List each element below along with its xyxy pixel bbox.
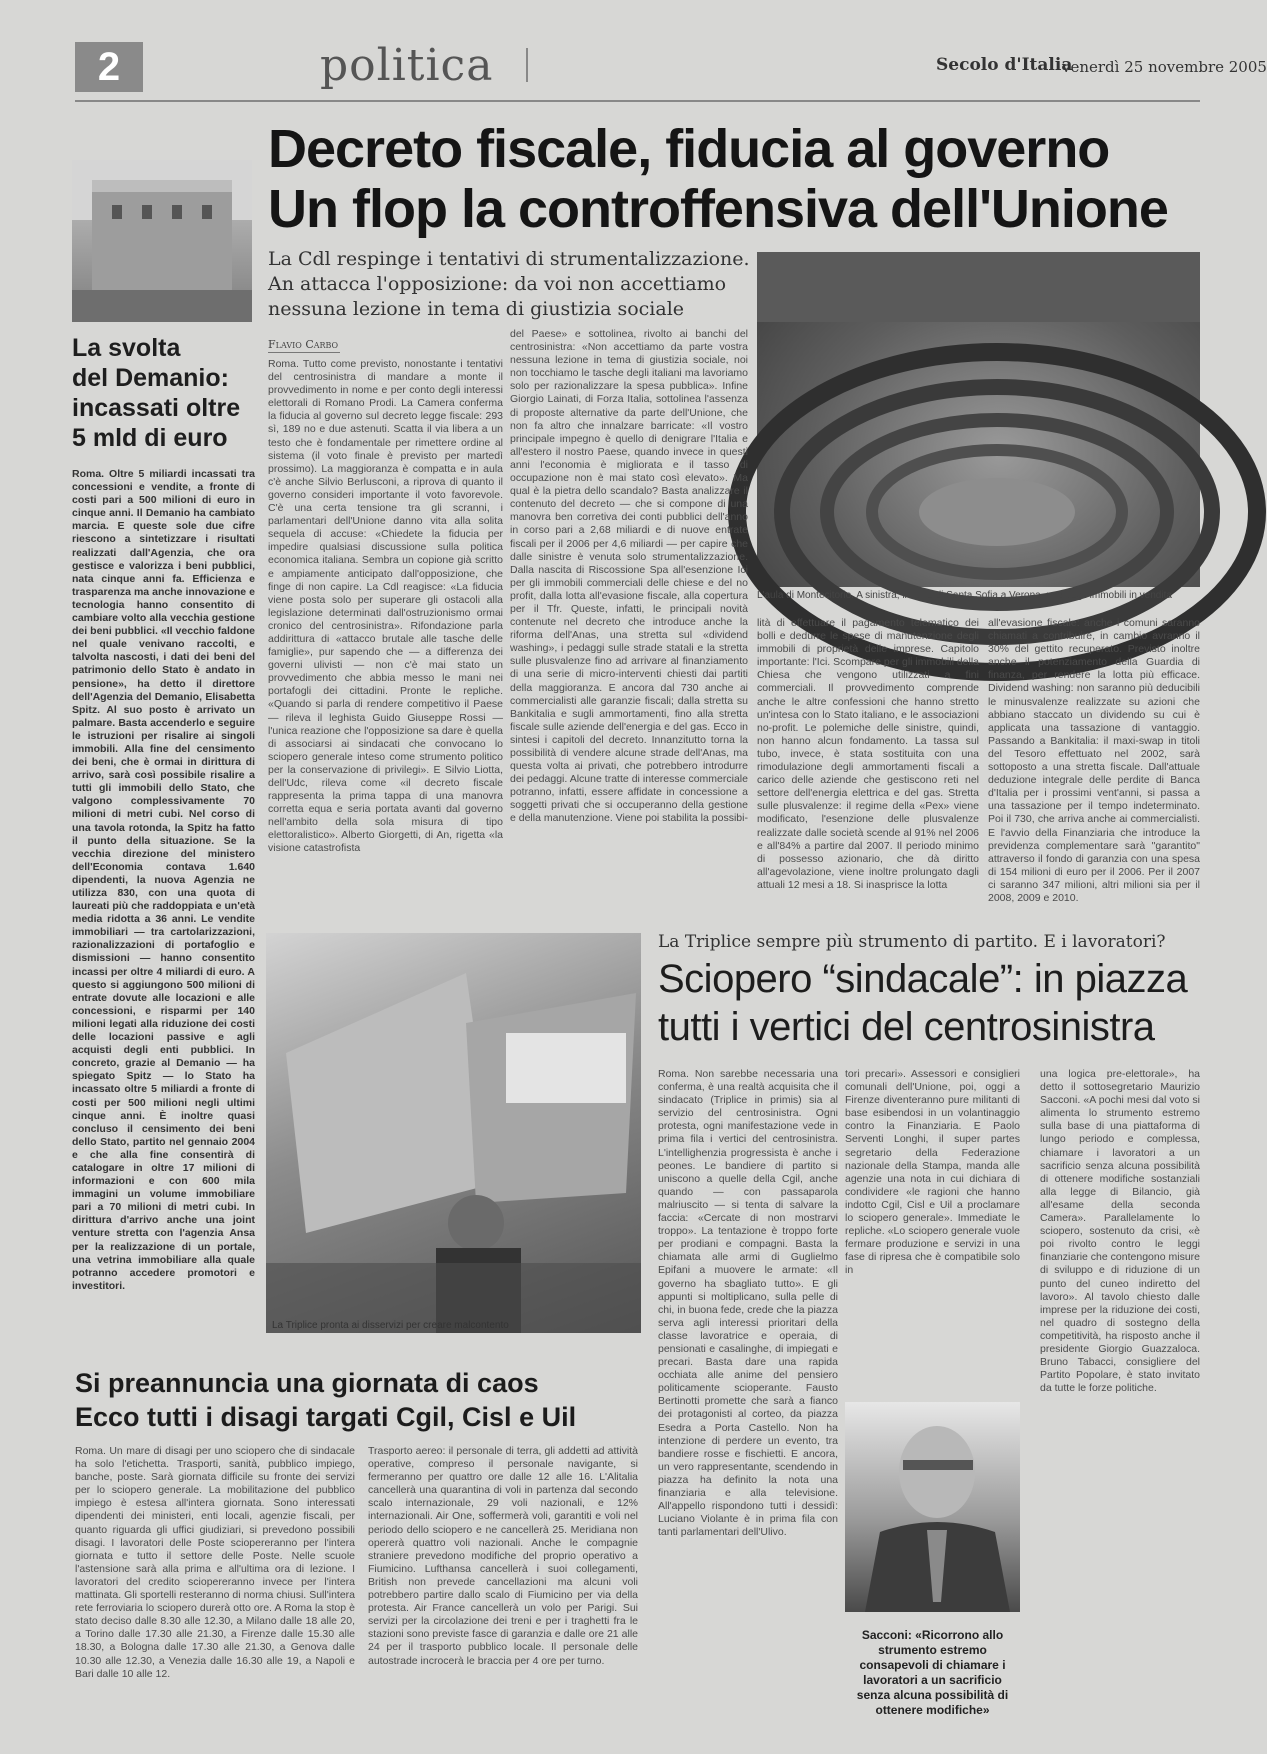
demanio-headline-line2: del Demanio:	[72, 364, 229, 392]
demanio-headline-line1: La svolta	[72, 334, 181, 362]
lead-subhead-line1: La Cdl respinge i tentativi di strumentalizzazione.	[268, 248, 750, 270]
caos-column-1: Roma. Un mare di disagi per uno sciopero che di sindacale ha solo l'etichetta. Trasporti, sanità, pubblico impiego, banche, poste. Sarà giornata difficile su fronte dei servizi per lo sciopero generale. La mobilitazione del pubblico impiego è estesa all'intera giornata. Sono interessati dipendenti dei ministeri, enti locali, agenzie fiscali, per quanto riguarda gli uffici giudiziari, si prevedono possibili disagi. I lavoratori delle Poste sciopereranno per l'intera giornata e tutto il settore delle Poste. Nelle scuole l'astensione sarà alla prima e all'ultima ora di lezione. I lavoratori del credito sciopereranno invece per l'intera mattinata. Gli sportelli resteranno di norma chiusi. Sull'intera rete ferroviaria lo sciopero durerà otto ore. A Roma la stop è stato deciso dalle 8.30 alle 12.30, a Milano dalle 18 alle 20, a Torino dalle 17.30 alle 21.30, a Firenze dalle 15.30 alle 18.30, a Bologna dalle 17.30 alle 21.30, a Genova dalle 10.30 alle 12.30, a Venezia dalle 16.30 alle 19, a Napoli e Bari dalle 10 alle 12.	[75, 1445, 355, 1680]
fortress-photo	[72, 160, 252, 322]
demanio-headline	[72, 333, 262, 453]
lead-headline-line2: Un flop la controffensiva dell'Unione	[268, 179, 1168, 239]
sacconi-portrait	[845, 1402, 1020, 1612]
demanio-body: Roma. Oltre 5 miliardi incassati tra concessioni e vendite, a fronte di costi pari a 500 milioni di euro in cinque anni. Il Demanio ha cambiato marcia. E queste sole due cifre riescono a sintetizzare i risultati realizzati dall'Agenzia, che ora gestisce e valorizza i beni pubblici, nata cinque anni fa. Efficienza e trasparenza ma anche innovazione e tecnologia hanno consentito di cambiare volto alla vecchia gestione dei beni pubblici. «Il vecchio faldone nel quale venivano raccolti, e talvolta nascosti, i dati dei beni del patrimonio dello Stato è andato in pensione», ha detto il direttore dell'Agenzia del Demanio, Elisabetta Spitz. Al suo posto è arrivato un palmare. Basta accenderlo e seguire le istruzioni per risalire ai singoli immobili. Alla fine del censimento dei beni, che è ormai in dirittura di arrivo, sarà così possibile risalire a tutti gli immobili dello Stato, che valgono complessivamente 70 milioni di metri cubi. Nel corso di una tavola rotonda, la Spitz ha fatto il punto della situazione. Se la vecchia direzione del ministero dell'Economia contava 1.640 dipendenti, la nuova Agenzia ne utilizza 830, con una quota di laureati più che raddoppiata e un'età media ridotta a 36 anni. Le vendite immobiliari — tra cartolarizzazioni, razionalizzazioni di portafoglio e dismissioni — hanno consentito incassi per oltre 4 miliardi di euro. A questo si aggiungono 500 milioni di entrate dovute alle locazioni e alle concessioni, e risparmi per 140 milioni legati alla riduzione dei costi delle locazioni passive e agli acquisti degli enti pubblici. In concreto, grazie al Demanio — ha spiegato Spitz — lo Stato ha incassato oltre 5 miliardi a fronte di costi per 500 milioni negli ultimi cinque anni. È inoltre quasi concluso il censimento dei beni dello Stato, partito nel gennaio 2004 e che alla fine consentirà di catalogare in oltre 17 milioni di informazioni e con 600 mila immagini un volume immobiliare pari a 70 milioni di metri cubi. In dirittura d'arrivo anche una joint venture stretta con l'agenzia Ansa per la realizzazione di un portale, una vetrina immobiliare alla quale potranno accedere promotori e investitori.	[72, 468, 255, 1292]
chamber-illustration	[757, 252, 1200, 587]
protest-photo	[266, 933, 641, 1333]
section-title: politica	[320, 40, 494, 91]
lead-column-3: lità di effettuare il pagamento telematico dei bolli e dedurre le spese di manutenzione degli immobili di proprietà delle imprese. Capitolo importante: l'Ici. Scompare per gli immobili della Chiesa che vengono utilizzati a fini commerciali. Il provvedimento comprende anche le altre confessioni che hanno stretto un'intesa con lo Stato italiano, e le associazioni no-profit. Le polemiche delle sinistre, quindi, non hanno alcun fondamento. La tassa sul tubo, invece, è stata sostituita con una rimodulazione degli ammortamenti fiscali a carico delle aziende che gestiscono reti nel settore dell'energia elettrica e del gas. Stretta sulle plusvalenze: il regime della «Pex» viene modificato, l'esenzione delle plusvalenze realizzate dalle società scende al 91% nel 2006 e all'84% a partire dal 2007. Il periodo minimo di possesso azionario, che dà diritto all'agevolazione, viene inoltre prolungato dagli attuali 12 mesi a 18. Si inasprisce la lotta	[757, 617, 980, 891]
byline-rule	[268, 352, 340, 353]
lead-column-2: del Paese» e sottolinea, rivolto ai banchi del centrosinistra: «Non accettiamo da parte vostra nessuna lezione in tema di giustizia sociale, noi non tocchiamo le tasche degli italiani ma lavoriamo solo per razionalizzare la spesa pubblica». Infine Giorgio Lainati, di Forza Italia, sottolinea l'assenza di proposte alternative da parte dell'Unione, che non fa altro che innalzare barricate: «Il vostro principale impegno è quello di denigrare l'Italia e all'estero il nostro Paese, quando invece in questi anni l'economia è migliorata e il tasso di occupazione non è mai stato così elevato». Ma qual è la pietra dello scandalo? Basta analizzare il contenuto del decreto — che si compone di una manovra ben corretiva dei conti pubblici dell'anno in corso pari a 2,68 miliardi e di nuove entrate fiscali per il 2006 per 4,6 miliardi — per capire che dalle sinistre è venuta solo strumentalizzazione. Dalla nascita di Riscossione Spa all'esenzione Ici per gli immobili commerciali delle chiese e del no profit, dalla lotta all'evasione fiscale, alla copertura per il Tfr. Queste, infatti, le principali novità contenute nel decreto che introduce anche la riforma dell'Anas, una stretta sul «dividend washing», i pedaggi sulle strade statali e la stretta sulle plusvalenze fino ad arrivare al finanziamento di una serie di micro-interventi chiesti dai partiti della maggioranza. E ancora dal 730 anche ai commercialisti alle garanzie fiscali; dalla stretta su Bankitalia e sugli ammortamenti, fino alla stretta fiscale sulle aziende dell'energia e del gas. Ecco in sintesi i capitoli del decreto. Innanzitutto torna la possibilità di vendere alcune strade dell'Anas, ma questa volta ai privati, che potrebbero introdurre dei pedaggi. Alcune tratte di interesse commerciale potranno, infatti, essere affidate in concessione a soggetti privati che si occuperanno della gestione e della manutenzione. Viene poi stabilita la possibi-	[510, 328, 748, 825]
lead-byline: Flavio Carbo	[268, 338, 339, 351]
protest-illustration	[266, 933, 641, 1333]
sciopero-headline-line2: tutti i vertici del centrosinistra	[658, 1005, 1155, 1049]
issue-date: venerdì 25 novembre 2005	[1062, 58, 1267, 76]
sciopero-column-2: tori precari». Assessori e consiglieri comunali dell'Unione, poi, oggi a Firenze diventeranno pure militanti di base esibendosi in un volantinaggio contro la Finanziaria. E Paolo Serventi Longhi, il super partes segretario della Federazione nazionale della Stampa, manda alle agenzie una nota in cui dichiara di condividere «le ragioni che hanno indotto Cgil, Cisl e Uil a proclamare lo sciopero generale». Immediate le repliche. «Lo sciopero generale vuole fermare produzione e servizi in una fase di ripresa che è compatibile solo in	[845, 1068, 1020, 1277]
lead-column-4: all'evasione fiscale: anche i comuni saranno chiamati a contribuire, in cambio avranno il 30% del gettito recuperato. Previsto inoltre anche il potenziamento della Guardia di finanza, per rendere la lotta più efficace. Dividend washing: non saranno più deducibili le minusvalenze realizzate su azioni che abbiano staccato un dividendo su cui è applicata una tassazione di vantaggio. Passando a Bankitalia: il maxi-swap in titoli del Tesoro effettuato nel 2002, sarà sottoposto a una stretta fiscale. Dall'attuale deduzione integrale delle perdite di Banca d'Italia per i prossimi vent'anni, si passa a una tassazione per il tempo indeterminato. Poi il 730, che arriva anche ai commercialisti. E l'avvio della Finanziaria che introduce la previdenza complementare sarà "garantito" attraverso il fondo di garanzia con una spesa di 154 milioni di euro per il 2006. Per il 2007 ci saranno 347 milioni, altri milioni sia per il 2008, 2009 e 2010.	[988, 617, 1200, 904]
demanio-headline-line4: 5 mld di euro	[72, 424, 228, 452]
fortress-illustration	[72, 160, 252, 322]
caos-column-2: Trasporto aereo: il personale di terra, gli addetti ad attività operative, compreso il personale navigante, si fermeranno per quattro ore dalle 12 alle 16. L'Alitalia cancellerà una quarantina di voli in partenza dal secondo scalo internazionale, 29 voli nazionali, e 12% internazionali. Air One, soffermerà voli, garantiti e voli nel periodo dello sciopero e ne cancellerà 25. Meridiana non opererà quattro voli nazionali. Anche le compagnie straniere prevedono modifiche del proprio operativo a Fiumicino. Lufthansa cancellerà i suoi collegamenti, British non prevede cancellazioni ma alcuni voli potrebbero partire dallo scalo di Fiumicino per via della protesta. Air France cancellerà un volo per Parigi. Sui servizi per la circolazione dei treni e per i traghetti fra le stazioni sono previste fasce di garanzia e dalle ore 21 alle 24 per il trasporto pubblico locale. Il personale delle autostrade incrocerà le braccia per 4 ore per turno.	[368, 1445, 638, 1667]
lead-subhead-line3: nessuna lezione in tema di giustizia sociale	[268, 298, 685, 320]
page-number: 2	[75, 42, 143, 92]
portrait-illustration	[845, 1402, 1020, 1612]
lead-headline-line1: Decreto fiscale, fiducia al governo	[268, 119, 1110, 179]
chamber-photo	[757, 252, 1200, 587]
sciopero-kicker: La Triplice sempre più strumento di partito. E i lavoratori?	[658, 932, 1166, 952]
lead-subhead-line2: An attacca l'opposizione: da voi non accettiamo	[268, 273, 727, 295]
sciopero-headline-line1: Sciopero “sindacale”: in piazza	[658, 957, 1188, 1001]
section-divider	[526, 48, 528, 82]
caos-headline-line1: Si preannuncia una giornata di caos	[75, 1368, 539, 1398]
sciopero-column-1: Roma. Non sarebbe necessaria una conferma, è una realtà acquisita che il sindacato (Triplice in primis) sia al servizio del centrosinistra. Ogni protesta, ogni manifestazione vede in prima fila i vertici del centrosinistra. L'intellighenzia progressista è anche i peones. Le bandiere di partito si uniscono a quelle della Cgil, anche quando — con passaparola malriuscito — si tenta di salvare la faccia: «Cercate di non mostrarvi troppo». La tentazione è troppo forte per prodiani e compagni. Basta la chiamata alle armi di Guglielmo Epifani a muovere le armate: «Il governo ha sbagliato tutto». E gli appunti si moltiplicano, sulla pelle di chi, in buona fede, crede che la piazza serva agli interessi prioritari della classe lavoratrice e operaia, di pensionati e casalinghe, di impiegati e precari. Basta dare una rapida occhiata alle anime del pensiero politicamente scioperante. Fausto Bertinotti promette che sarà a fianco dei protagonisti al corteo, da piazza Esedra a Porta Castello. Non ha intenzione di perdere un evento, tra bandiere rosse e fischietti. E ancora, un vero rappresentante, scendendo in piazza ha definito la nota una finanziaria e alla televisione. All'appello rispondono tutti i dessidì: Luciano Violante è in prima fila con tanti parlamentari dell'Ulivo.	[658, 1068, 838, 1539]
sciopero-column-3: una logica pre-elettorale», ha detto il sottosegretario Maurizio Sacconi. «A pochi mesi dal voto si alimenta lo strumento estremo sulla base di una piattaforma di lungo periodo e complessa, chiamare i lavoratori a un sacrificio senza alcuna possibilità di ottenere modifiche sostanziali alla legge di Bilancio, già all'esame della seconda Camera». Parallelamente lo sciopero, sostenuto da crisi, «è poi rivolto contro le leggi finanziarie che contengono misure di sviluppo e di riduzione di un punto del cuneo indiretto del lavoro». Al tavolo chiesto dalle imprese per la riduzione dei costi, nel quadro di sostegno della competitività, ha risposto anche il presidente Giorgio Guazzaloca. Bruno Tabacci, consigliere del Partito Popolare, è stato invitato da tutte le forze politiche.	[1040, 1068, 1200, 1395]
chamber-photo-caption: L'aula di Montecitorio. A sinistra, il Forte di Santa Sofia a Verona, uno degli immobili in vendita	[757, 590, 1172, 601]
newspaper-name: Secolo d'Italia	[936, 55, 1073, 75]
caos-headline-line2: Ecco tutti i disagi targati Cgil, Cisl e Uil	[75, 1402, 577, 1432]
masthead-rule	[75, 100, 1200, 102]
lead-column-1: Roma. Tutto come previsto, nonostante i tentativi del centrosinistra di mandare a monte il provvedimento in nome e per conto degli interessi elettorali di Romano Prodi. La Camera conferma la fiducia al governo sul decreto legge fiscale: 293 sì, 189 no e due astenuti. Scatta il via libera a un testo che è fondamentale per rimettere ordine al sistema (il voto finale è previsto per martedì prossimo). La maggioranza è compatta e in aula c'è anche Silvio Berlusconi, a riprova di quanto il governo consideri importante il voto favorevole. C'è una certa tensione tra gli scranni, i parlamentari dell'Unione danno vita alla solita sequela di accuse: «Chiedete la fiducia per impedire qualsiasi discussione sulla politica economica italiana. Sembra un copione già scritto e ampiamente anticipato dall'opposizione, che finge di non capire. La Cdl reagisce: «La fiducia viene posta solo per superare gli ostacoli alla legislazione determinati dall'ostruzionismo ormai cronico del centrosinistra». Rifondazione parla addirittura di «attacco brutale alle tasche delle famiglie», pur sapendo che — a differenza dei governi ulivisti — non c'è mai stato un provvedimento che abbia messo le mani nei portafogli dei cittadini. Pronte le repliche. «Quando si parla di rendere competitivo il Paese — rileva il leghista Guido Giuseppe Rossi — l'unica reazione che l'opposizione sa dare è quella di associarsi ai sindacati che convocano lo sciopero generale inteso come strumento politico per la conservazione di privilegi». E Silvio Liotta, dell'Udc, rileva come «il decreto fiscale rappresenta la prima tappa di una manovra corretta equa e seria portata avanti dal governo nell'ambito della sola misura di tipo elettoralistico». Alberto Giorgetti, di An, rigetta «la visione catastrofista	[268, 358, 503, 855]
demanio-headline-line3: incassati oltre	[72, 394, 241, 422]
sacconi-quote: Sacconi: «Ricorrono allo strumento estremo consapevoli di chiamare i lavoratori a un sacrificio senza alcuna possibilità di ottenere modifiche»	[856, 1628, 1009, 1717]
protest-photo-caption: La Triplice pronta ai disservizi per creare malcontento	[272, 1320, 509, 1331]
